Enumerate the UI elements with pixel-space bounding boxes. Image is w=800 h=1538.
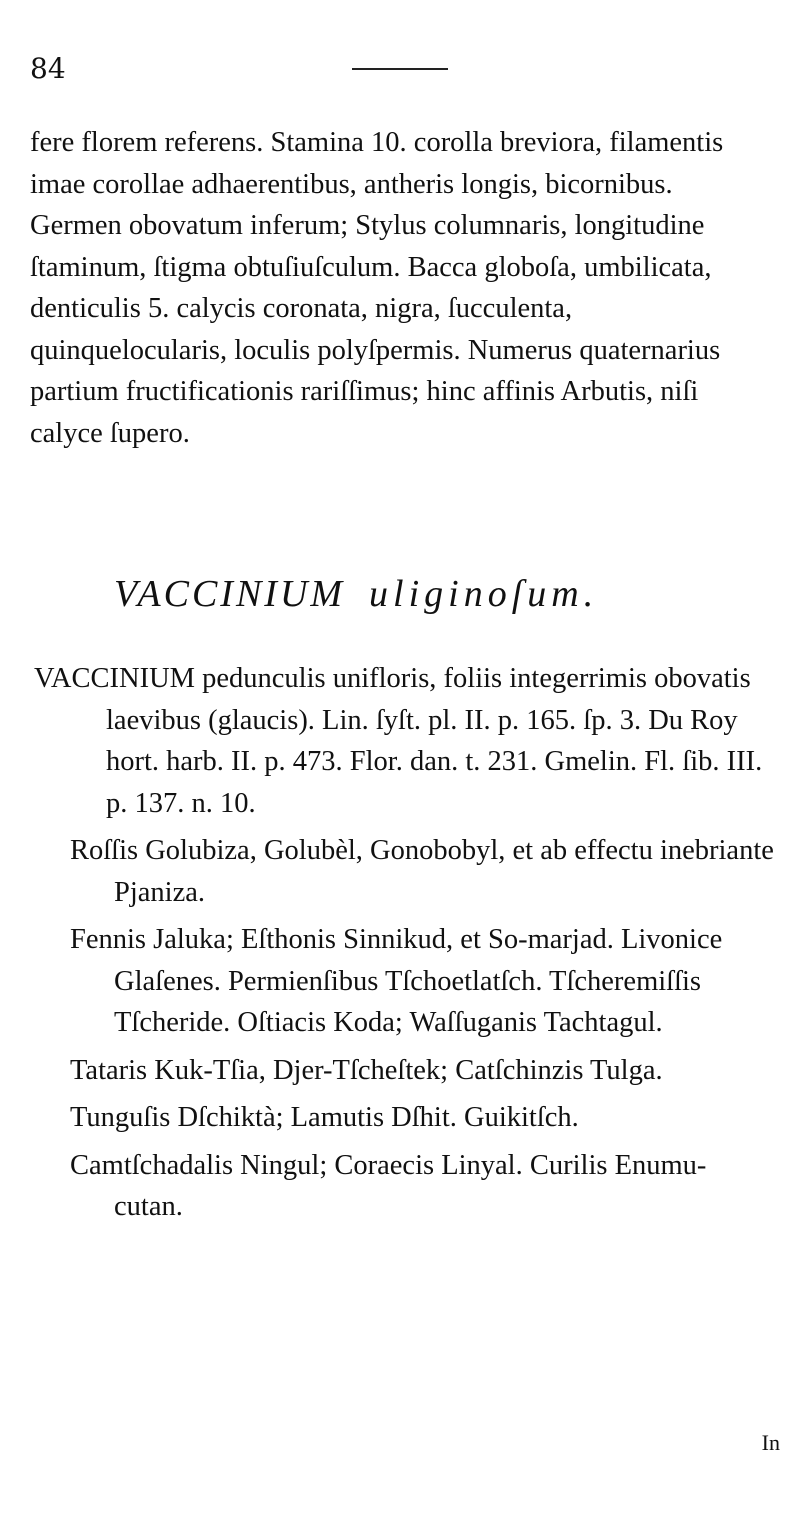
catchword: In [761, 1430, 780, 1455]
header-rule [352, 68, 448, 70]
page-number: 84 [30, 52, 66, 85]
title-species: uliginoſum. [369, 573, 599, 615]
vernacular-name-entry: Tataris Kuk-Tſia, Djer-Tſcheſtek; Catſchinzis Tulga. [70, 1054, 663, 1086]
intro-paragraph: fere florem referens. Stamina 10. corolla breviora, filamentis imae corollae adhaerentibus, antheris longis, bicornibus. Germen obovatum inferum; Stylus columnaris, longitudine ſtaminum, ſtigma obtuſiuſculum. Bacca globoſa, umbilicata, denticulis 5. calycis coronata, nigra, ſucculenta, quinquelocularis, loculis polyſpermis. Numerus quaternarius partium fructificationis rariſſimus; hinc affinis Arbutis, niſi calyce ſupero. [30, 127, 724, 449]
species-entries [34, 658, 774, 1228]
title-genus: VACCINIUM [114, 573, 346, 615]
vernacular-name-entry: Fennis Jaluka; Eſthonis Sinnikud, et So-marjad. Livonice Glaſenes. Permienſibus Tſchoetlatſch. Tſcheremiſſis Tſcheride. Oſtiacis Koda; Waſſuganis Tachtagul. [70, 924, 723, 1038]
page-header [30, 52, 770, 92]
vernacular-name-entry: Roſſis Golubiza, Golubèl, Gonobobyl, et ab effectu inebriante Pjaniza. [70, 835, 774, 908]
species-description: VACCINIUM pedunculis unifloris, foliis integerrimis obovatis laevibus (glaucis). Lin. ſyſt. pl. II. p. 165. ſp. 3. Du Roy hort. harb. II. p. 473. Flor. dan. t. 231. Gmelin. Fl. ſib. III. p. 137. n. 10. [34, 663, 763, 819]
vernacular-name-entry: Tunguſis Dſchiktà; Lamutis Dſhit. Guikitſch. [70, 1102, 579, 1133]
intro-paragraph-block [30, 122, 770, 454]
vernacular-name-entry: Camtſchadalis Ningul; Coraecis Linyal. Curilis Enumu-cutan. [70, 1149, 707, 1222]
species-title [114, 572, 754, 616]
